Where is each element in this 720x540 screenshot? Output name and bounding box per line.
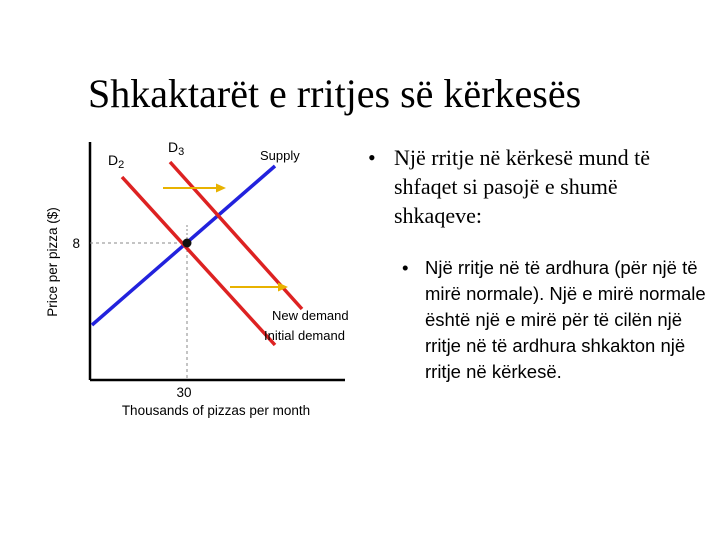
supply-label: Supply: [260, 148, 300, 163]
main-bullet: [368, 143, 698, 230]
price-tick-label: 8: [72, 236, 80, 251]
sub-bullet: [402, 255, 707, 385]
main-bullet-text: Një rritje në kërkesë mund të shfaqet si pasojë e shumë shkaqeve:: [394, 145, 650, 228]
shift-arrow-lower: [230, 283, 288, 292]
x-axis-label: Thousands of pizzas per month: [121, 403, 311, 418]
sub-bullet-text: Një rritje në të ardhura (për një të mirë normale). Një e mirë normale është një e mirë për të cilën një rritje në të ardhura shkakton një rritje në kërkesë.: [425, 257, 706, 382]
quantity-tick-label: 30: [176, 385, 192, 400]
bullet-marker: •: [368, 145, 376, 170]
y-axis-label: Price per pizza ($): [45, 207, 60, 317]
initial-demand-label: Initial demand: [264, 328, 345, 343]
initial-demand-curve: [122, 177, 275, 345]
sub-bullet-marker: •: [402, 257, 409, 278]
slide-title: Shkaktarët e rritjes së kërkesës: [88, 71, 582, 116]
d3-label: $D_3$: [168, 139, 185, 158]
new-demand-label: New demand: [272, 308, 349, 323]
d2-label: $D_2$: [108, 152, 125, 171]
equilibrium-point: [183, 239, 192, 248]
